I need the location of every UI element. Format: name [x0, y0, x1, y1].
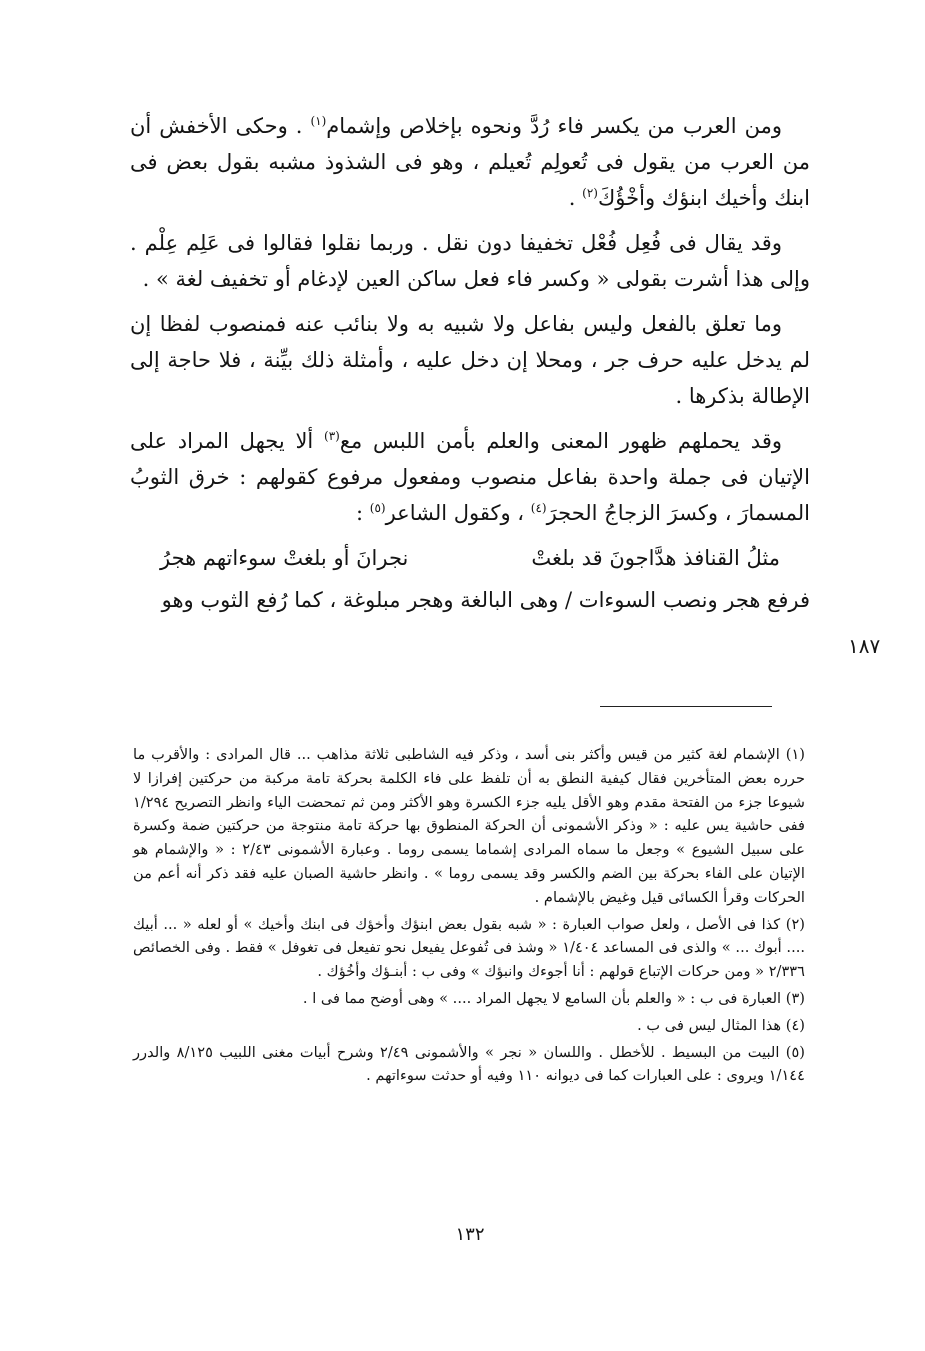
verse-first-hemistich: مثلُ القنافذ هدَّاجونَ قد بلغتْ — [531, 546, 780, 570]
paragraph-5-text: فرفع هجر ونصب السوءات / وهى البالغة وهجر مبلوغة ، كما رُفع الثوب وهو — [161, 588, 810, 612]
paragraph-1-text-a: ومن العرب من يكسر فاء رُدَّ ونحوه بإخلاص وإشمام — [326, 114, 782, 138]
footnote-ref-2: (٢) — [582, 186, 598, 200]
margin-page-number: ١٨٧ — [848, 634, 881, 658]
verse-second-hemistich: نجرانَ أو بلغتْ سوءاتهم هجرُ — [160, 546, 409, 570]
paragraph-1 — [130, 108, 810, 216]
paragraph-3-text: وما تعلق بالفعل وليس بفاعل ولا شبيه به ولا بنائب عنه فمنصوب لفظا إن لم يدخل عليه حرف جر ، ومحلا إن دخل عليه ، وأمثلة ذلك بيِّنة ، فلا حاجة إلى الإطالة بذكرها . — [130, 312, 810, 408]
paragraph-2 — [130, 225, 810, 297]
paragraph-4-text-d: : — [356, 501, 370, 525]
paragraph-4-text-a: وقد يحملهم ظهور المعنى والعلم بأمن اللبس مع — [339, 429, 782, 453]
footnote-4: (٤) هذا المثال ليس فى ب . — [637, 1016, 805, 1034]
paragraph-5 — [130, 582, 810, 618]
footnote-separator — [600, 706, 772, 707]
paragraph-4-text-b: ألا يجهل المراد على الإتيان فى جملة واحدة بفاعل منصوب ومفعول مرفوع كقولهم : خرق الثوبُ المسمارَ ، وكسرَ الزجاجُ الحجرَ — [130, 429, 810, 525]
footnote-3: (٣) العبارة فى ب : « والعلم بأن السامع لا يجهل المراد .... » وهى أوضح مما فى ا . — [302, 989, 805, 1007]
footnotes — [133, 743, 805, 1091]
footnote-ref-4: (٤) — [530, 501, 547, 515]
paragraph-1-text-c: . — [568, 186, 583, 210]
main-text — [130, 108, 810, 627]
paragraph-4 — [130, 423, 810, 531]
paragraph-1-text-b: . وحكى الأخفش أن من العرب من يقول فى تُعولِم تُعيلم ، وهو فى الشذوذ مشبه بقول بعض فى ابنك وأخيك ابنؤك وأخْؤُكَ — [130, 114, 810, 210]
footnote-5: (٥) البيت من البسيط . للأخطل . واللسان « نجر » والأشمونى ٢/٤٩ وشرح أبيات مغنى اللبيب ٨/١٢٥ والدرر ١/١٤٤ ويروى : على العبارات كما فى ديوانه ١١٠ وفيه أو حدثت سوءاتهم . — [133, 1043, 805, 1085]
footnote-1: (١) الإشمام لغة كثير من قيس وأكثر بنى أسد ، وذكر فيه الشاطبى ثلاثة مذاهب ... قال المرادى : والأقرب ما حرره بعض المتأخرين فقال كيفية النطق به أن تلفظ على فاء الكلمة بحركة تامة مركبة من حركتين إفرازا لا شيوعا جزء من الفتحة مقدم وهو الأقل يليه جزء الكسرة وهو الأكثر ومن ثم تمحضت الياء وانظر التصريح ١/٢٩٤ ففى حاشية يس عليه : « وذكر الأشمونى أن الحركة المنطوق بها حركة تامة منتوجة من حركتين ضمة وكسرة على سبيل الشيوع » وجعل ما سماه المرادى إشماما يسمى روما . وعبارة الأشمونى ٢/٤٣ : « والإشمام هو الإتيان على الفاء بحركة بين الضم والكسر وقد يسمى روما » . وانظر حاشية الصبان عليه فقد ذكر أنه أعم من الحركات وقرأ الكسائى قيل وغيض بالإشمام . — [133, 746, 805, 906]
footnote-2: (٢) كذا فى الأصل ، ولعل صواب العبارة : « شبه بقول بعض ابنؤك وأخؤك فى ابنك وأخيك » أو لعله « ... أبيك .... أبوك ... » والذى فى المساعد ١/٤٠٤ « وشذ فى تُفوعل يفيعل نحو تفيعل فى تغوفل » فقط . وفى الخصائص ٢/٣٣٦ « ومن حركات الإتباع قولهم : أنا أجوءك وانبؤك » وفى ب : أبنـؤك وأخُؤك . — [133, 915, 805, 981]
poem-verse — [130, 540, 810, 576]
footnote-ref-1: (١) — [310, 114, 327, 128]
paragraph-4-text-c: ، وكقول الشاعر — [385, 501, 531, 525]
footnote-ref-5: (٥) — [369, 501, 386, 515]
paragraph-2-text: وقد يقال فى فُعِل فُعْل تخفيفا دون نقل . وربما نقلوا فقالوا فى عَلِم عِلْم . وإلى هذا أشرت بقولى « وكسر فاء فعل ساكن العين لإدغام أو تخفيف لغة » . — [130, 231, 810, 291]
page-number: ١٣٢ — [455, 1224, 485, 1245]
paragraph-3 — [130, 306, 810, 414]
footnote-ref-3: (٣) — [324, 429, 340, 443]
